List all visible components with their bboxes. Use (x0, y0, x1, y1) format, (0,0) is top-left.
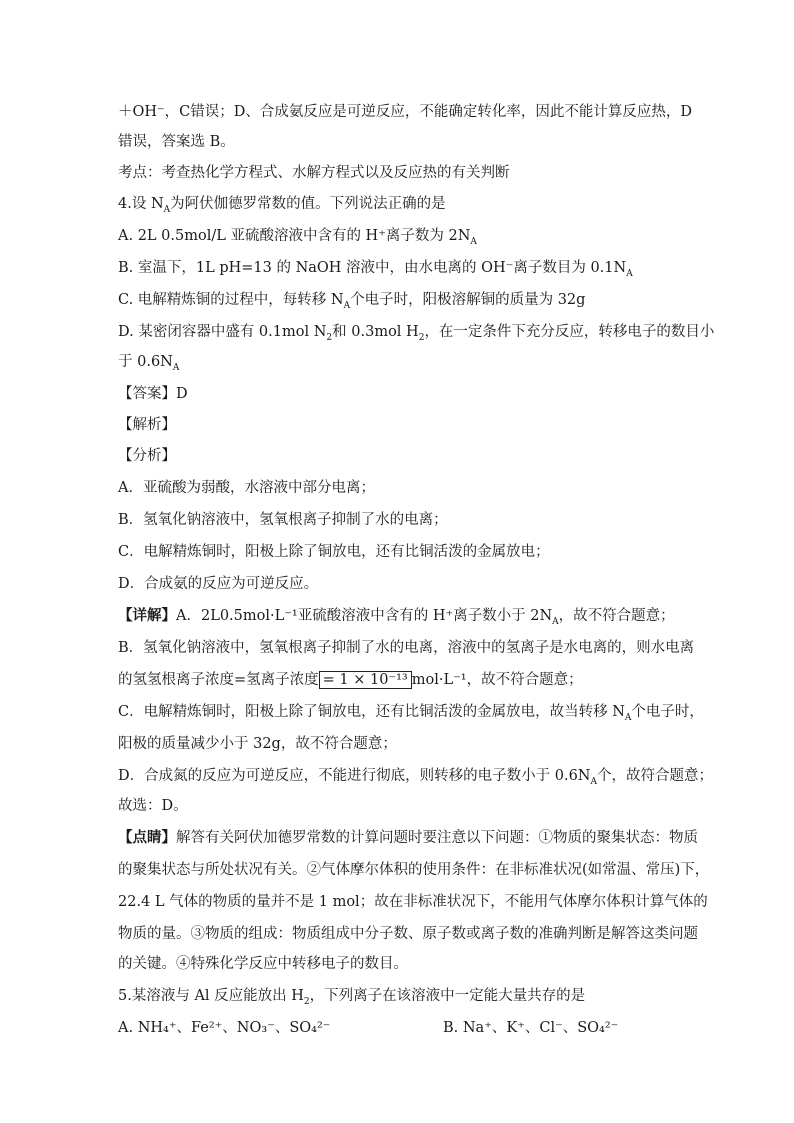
detail-a (118, 607, 675, 625)
subscript: 2 (326, 332, 333, 343)
text-line (118, 893, 708, 911)
subscript: A (552, 616, 559, 627)
text-span: 考点：考查热化学方程式、水解方程式以及反应热的有关判断 (118, 165, 510, 181)
text-span: 物质的量。③物质的组成：物质组成中分子数、原子数或离子数的准确判断是解答这类问题 (118, 926, 698, 942)
text-span: A. 2L 0.5mol/L 亚硫酸溶液中含有的 H⁺离子数为 2N (118, 228, 471, 244)
subscript: A (343, 300, 351, 311)
text-line (118, 955, 408, 973)
text-line (118, 103, 692, 121)
text-span: B. 室温下，1L pH=13 的 NaOH 溶液中，由水电离的 OH⁻离子数目为 0.1N (118, 260, 627, 276)
option-d-cont (118, 353, 179, 371)
answer-heading (118, 385, 188, 403)
text-line (118, 861, 709, 879)
text-span: ，在一定条件下充分反应，转移电子的数目小 (424, 324, 715, 340)
text-line (118, 543, 550, 561)
text-span: 个电子时， (631, 704, 704, 720)
subscript: 2 (418, 332, 425, 343)
breakdown-heading (118, 447, 176, 465)
text-span: 【答案】D (118, 386, 188, 402)
detail-b-cont (118, 671, 583, 689)
text-line (118, 133, 235, 151)
text-span: 22.4 L 气体的物质的量并不是 1 mol；故在非标准状况下，不能用气体摩尔体积计算气体的 (118, 894, 708, 910)
detail-heading: 【详解】 (118, 607, 176, 624)
subscript: A (163, 204, 171, 215)
text-span: 【解析】 (118, 417, 176, 433)
text-span: 和 0.3mol H (332, 324, 419, 340)
text-span: D．合成氨的反应为可逆反应。 (118, 576, 319, 592)
text-span: 的关键。④特殊化学反应中转移电子的数目。 (118, 956, 408, 972)
text-span: C．电解精炼铜时，阳极上除了铜放电，还有比铜活泼的金属放电； (118, 544, 550, 560)
text-span: A．亚硫酸为弱酸，水溶液中部分电离； (118, 480, 375, 496)
text-line (118, 797, 188, 815)
text-span: 阳极的质量减少小于 32g，故不符合题意； (118, 736, 397, 752)
text-span: D．合成氮的反应为可逆反应，不能进行彻底，则转移的电子数小于 0.6N (118, 768, 591, 784)
subscript: 2 (303, 996, 310, 1007)
text-line (118, 575, 318, 593)
tip-heading: 【点睛】 (118, 829, 176, 846)
text-span: B. Na⁺、K⁺、Cl⁻、SO₄²⁻ (443, 1020, 619, 1036)
text-span: 错误，答案选 B。 (118, 134, 235, 150)
text-span: 个电子时，阳极溶解铜的质量为 32g (350, 292, 586, 308)
text-span: ，下列离子在该溶液中一定能大量共存的是 (309, 988, 586, 1004)
option-5a (118, 1019, 330, 1037)
text-span: B．氢氧化钠溶液中，氢氧根离子抑制了水的电离，溶液中的氢离子是水电离的，则水电离 (118, 640, 695, 656)
question-4-stem (118, 195, 446, 213)
detail-c (118, 703, 704, 721)
text-span: 的氢氢根离子浓度=氢离子浓度 (118, 672, 319, 688)
text-line (118, 735, 397, 753)
option-c (118, 291, 585, 309)
option-d (118, 323, 714, 341)
text-line (118, 164, 510, 182)
detail-d (118, 767, 713, 785)
formula-box: = 1 × 10⁻¹³ (319, 671, 412, 689)
text-span: C. 电解精炼铜的过程中，每转移 N (118, 292, 344, 308)
text-span: 的聚集状态与所处状况有关。②气体摩尔体积的使用条件：在非标准状况(如常温、常压)下， (118, 862, 710, 878)
text-span: 【分析】 (118, 448, 176, 464)
text-line (118, 925, 698, 943)
text-span: 解答有关阿伏加德罗常数的计算问题时要注意以下问题：①物质的聚集状态：物质 (176, 830, 698, 846)
text-span: 于 0.6N (118, 354, 173, 370)
text-span: C．电解精炼铜时，阳极上除了铜放电，还有比铜活泼的金属放电，故当转移 N (118, 704, 625, 720)
subscript: A (626, 268, 633, 279)
text-span: 个，故符合题意； (596, 768, 713, 784)
option-5b (443, 1019, 618, 1037)
text-line (118, 511, 448, 529)
text-span: 为阿伏伽德罗常数的值。下列说法正确的是 (170, 196, 446, 212)
text-span: A．2L0.5mol·L⁻¹亚硫酸溶液中含有的 H⁺离子数小于 2N (176, 608, 553, 624)
text-span: 故选：D。 (118, 798, 188, 814)
subscript: A (172, 362, 180, 373)
subscript: A (624, 712, 632, 723)
subscript: A (470, 236, 477, 247)
option-a (118, 227, 477, 245)
text-line (118, 479, 375, 497)
text-span: ，故不符合题意； (558, 608, 675, 624)
text-span: mol·L⁻¹，故不符合题意； (411, 672, 583, 688)
text-span: D. 某密闭容器中盛有 0.1mol N (118, 324, 327, 340)
analysis-heading (118, 416, 176, 434)
option-b (118, 259, 633, 277)
text-span: 4.设 N (118, 196, 164, 212)
text-line (118, 639, 694, 657)
tip-paragraph (118, 829, 698, 847)
text-span: 5.某溶液与 Al 反应能放出 H (118, 988, 304, 1004)
text-span: B．氢氧化钠溶液中，氢氧根离子抑制了水的电离； (118, 512, 448, 528)
subscript: A (590, 776, 597, 787)
question-5-stem (118, 987, 585, 1005)
text-span: A. NH₄⁺、Fe²⁺、NO₃⁻、SO₄²⁻ (118, 1020, 331, 1036)
text-span: ＋OH⁻，C错误；D、合成氨反应是可逆反应，不能确定转化率，因此不能计算反应热，D (118, 104, 693, 120)
